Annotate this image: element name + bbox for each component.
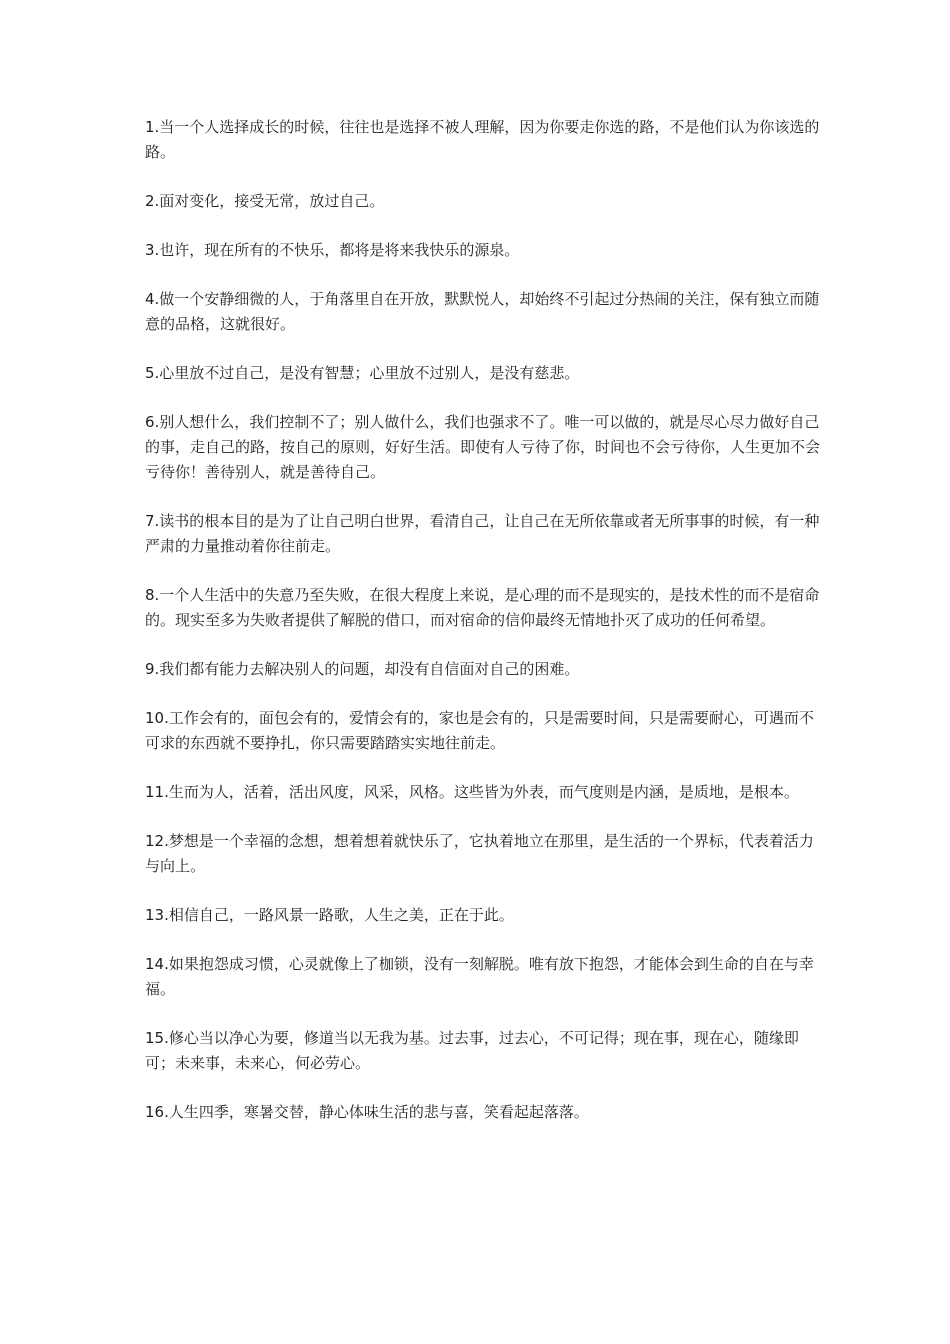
document-body <box>145 115 825 1149</box>
paragraph-9: 9.我们都有能力去解决别人的问题，却没有自信面对自己的困难。 <box>145 660 580 678</box>
paragraph-15: 15.修心当以净心为要，修道当以无我为基。过去事，过去心，不可记得；现在事，现在心，随缘即可；未来事，未来心，何必劳心。 <box>145 1029 799 1072</box>
paragraph-6: 6.别人想什么，我们控制不了；别人做什么，我们也强求不了。唯一可以做的，就是尽心尽力做好自己的事，走自己的路，按自己的原则，好好生活。即使有人亏待了你，时间也不会亏待你，人生更加不会亏待你！善待别人，就是善待自己。 <box>145 413 821 481</box>
paragraph-2: 2.面对变化，接受无常，放过自己。 <box>145 192 385 210</box>
paragraph-7: 7.读书的根本目的是为了让自己明白世界，看清自己，让自己在无所依靠或者无所事事的时候，有一种严肃的力量推动着你往前走。 <box>145 512 820 555</box>
paragraph-3: 3.也许，现在所有的不快乐，都将是将来我快乐的源泉。 <box>145 241 520 259</box>
paragraph-11: 11.生而为人，活着，活出风度，风采，风格。这些皆为外表，而气度则是内涵，是质地，是根本。 <box>145 783 799 801</box>
paragraph-8: 8.一个人生活中的失意乃至失败，在很大程度上来说，是心理的而不是现实的，是技术性的而不是宿命的。现实至多为失败者提供了解脱的借口，而对宿命的信仰最终无情地扑灭了成功的任何希望。 <box>145 586 820 629</box>
paragraph-12: 12.梦想是一个幸福的念想，想着想着就快乐了，它执着地立在那里，是生活的一个界标，代表着活力与向上。 <box>145 832 814 875</box>
paragraph-13: 13.相信自己，一路风景一路歌，人生之美，正在于此。 <box>145 906 514 924</box>
paragraph-4: 4.做一个安静细微的人，于角落里自在开放，默默悦人，却始终不引起过分热闹的关注，保有独立而随意的品格，这就很好。 <box>145 290 820 333</box>
paragraph-14: 14.如果抱怨成习惯，心灵就像上了枷锁，没有一刻解脱。唯有放下抱怨，才能体会到生命的自在与幸福。 <box>145 955 814 998</box>
paragraph-1: 1.当一个人选择成长的时候，往往也是选择不被人理解，因为你要走你选的路，不是他们认为你该选的路。 <box>145 118 820 161</box>
paragraph-10: 10.工作会有的，面包会有的，爱情会有的，家也是会有的，只是需要时间，只是需要耐心，可遇而不可求的东西就不要挣扎，你只需要踏踏实实地往前走。 <box>145 709 814 752</box>
paragraph-16: 16.人生四季，寒暑交替，静心体味生活的悲与喜，笑看起起落落。 <box>145 1103 589 1121</box>
paragraph-5: 5.心里放不过自己，是没有智慧；心里放不过别人，是没有慈悲。 <box>145 364 580 382</box>
